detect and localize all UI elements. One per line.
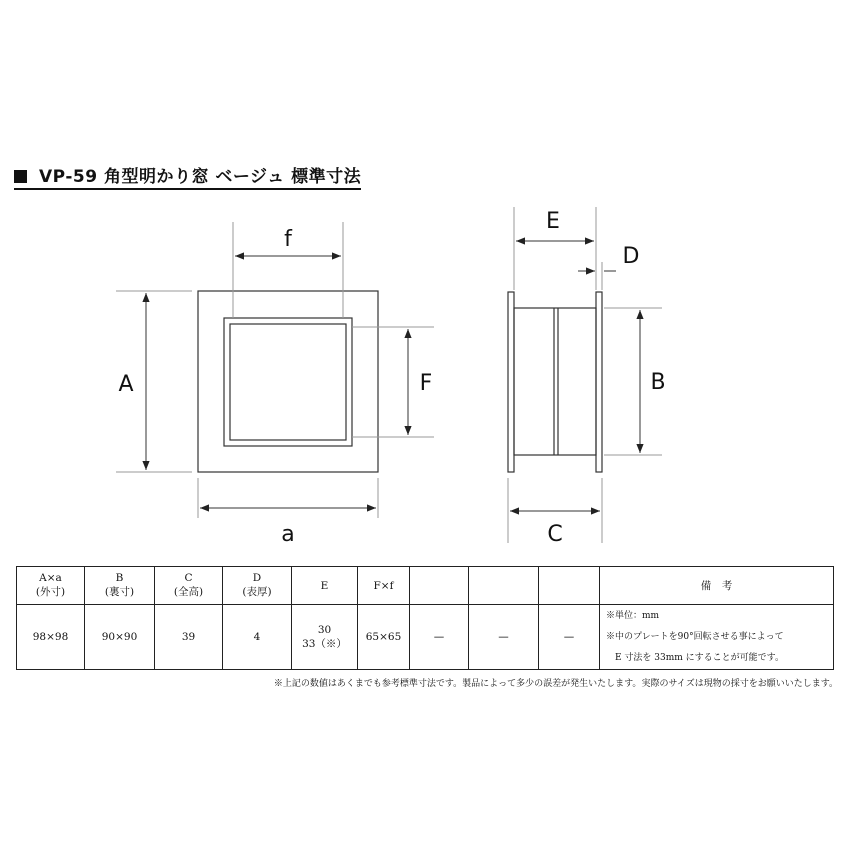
remark-line: E 寸法を 33mm にすることが可能です。 xyxy=(606,652,784,663)
header-cell: B (裏寸) xyxy=(85,567,155,605)
header-cell: A×a (外寸) xyxy=(17,567,85,605)
value-B: 90×90 xyxy=(85,605,155,670)
side-body xyxy=(514,308,596,455)
header-cell-empty xyxy=(410,567,469,605)
label-E: E xyxy=(546,209,560,234)
front-inner-frame-inner xyxy=(230,324,346,440)
value-blank-1: — xyxy=(410,605,469,670)
header-cell: F×f xyxy=(358,567,410,605)
title-text: VP-59 角型明かり窓 ベージュ 標準寸法 xyxy=(39,167,362,187)
remarks-cell xyxy=(600,605,834,670)
label-A: A xyxy=(118,372,134,397)
value-E: 30 33（※） xyxy=(292,605,358,670)
table-row xyxy=(17,605,834,670)
header-cell-empty xyxy=(469,567,539,605)
label-C: C xyxy=(547,522,563,547)
front-inner-frame-outer xyxy=(224,318,352,446)
value-Ff: 65×65 xyxy=(358,605,410,670)
label-B: B xyxy=(650,370,666,395)
header-cell: D (表厚) xyxy=(223,567,292,605)
table-header-row xyxy=(17,567,834,605)
remark-line: ※中のプレートを90°回転させる事によって xyxy=(606,631,784,642)
value-D: 4 xyxy=(223,605,292,670)
header-cell: E xyxy=(292,567,358,605)
side-back-plate xyxy=(596,292,602,472)
header-cell: C (全高) xyxy=(155,567,223,605)
spec-table xyxy=(16,566,834,670)
remarks-header: 備 考 xyxy=(600,567,834,605)
label-D: D xyxy=(622,244,640,269)
label-a: a xyxy=(281,522,295,547)
header-cell-empty xyxy=(539,567,600,605)
value-blank-2: — xyxy=(469,605,539,670)
value-blank-3: — xyxy=(539,605,600,670)
side-front-plate xyxy=(508,292,514,472)
label-F: F xyxy=(419,371,433,396)
remark-line: ※単位：mm xyxy=(606,610,660,621)
label-f: f xyxy=(284,227,292,252)
value-Aa: 98×98 xyxy=(17,605,85,670)
footnote: ※上記の数値はあくまでも参考標準寸法です。製品によって多少の誤差が発生いたします。実際のサイズは現物の採寸をお願いいたします。 xyxy=(273,679,838,689)
value-C: 39 xyxy=(155,605,223,670)
